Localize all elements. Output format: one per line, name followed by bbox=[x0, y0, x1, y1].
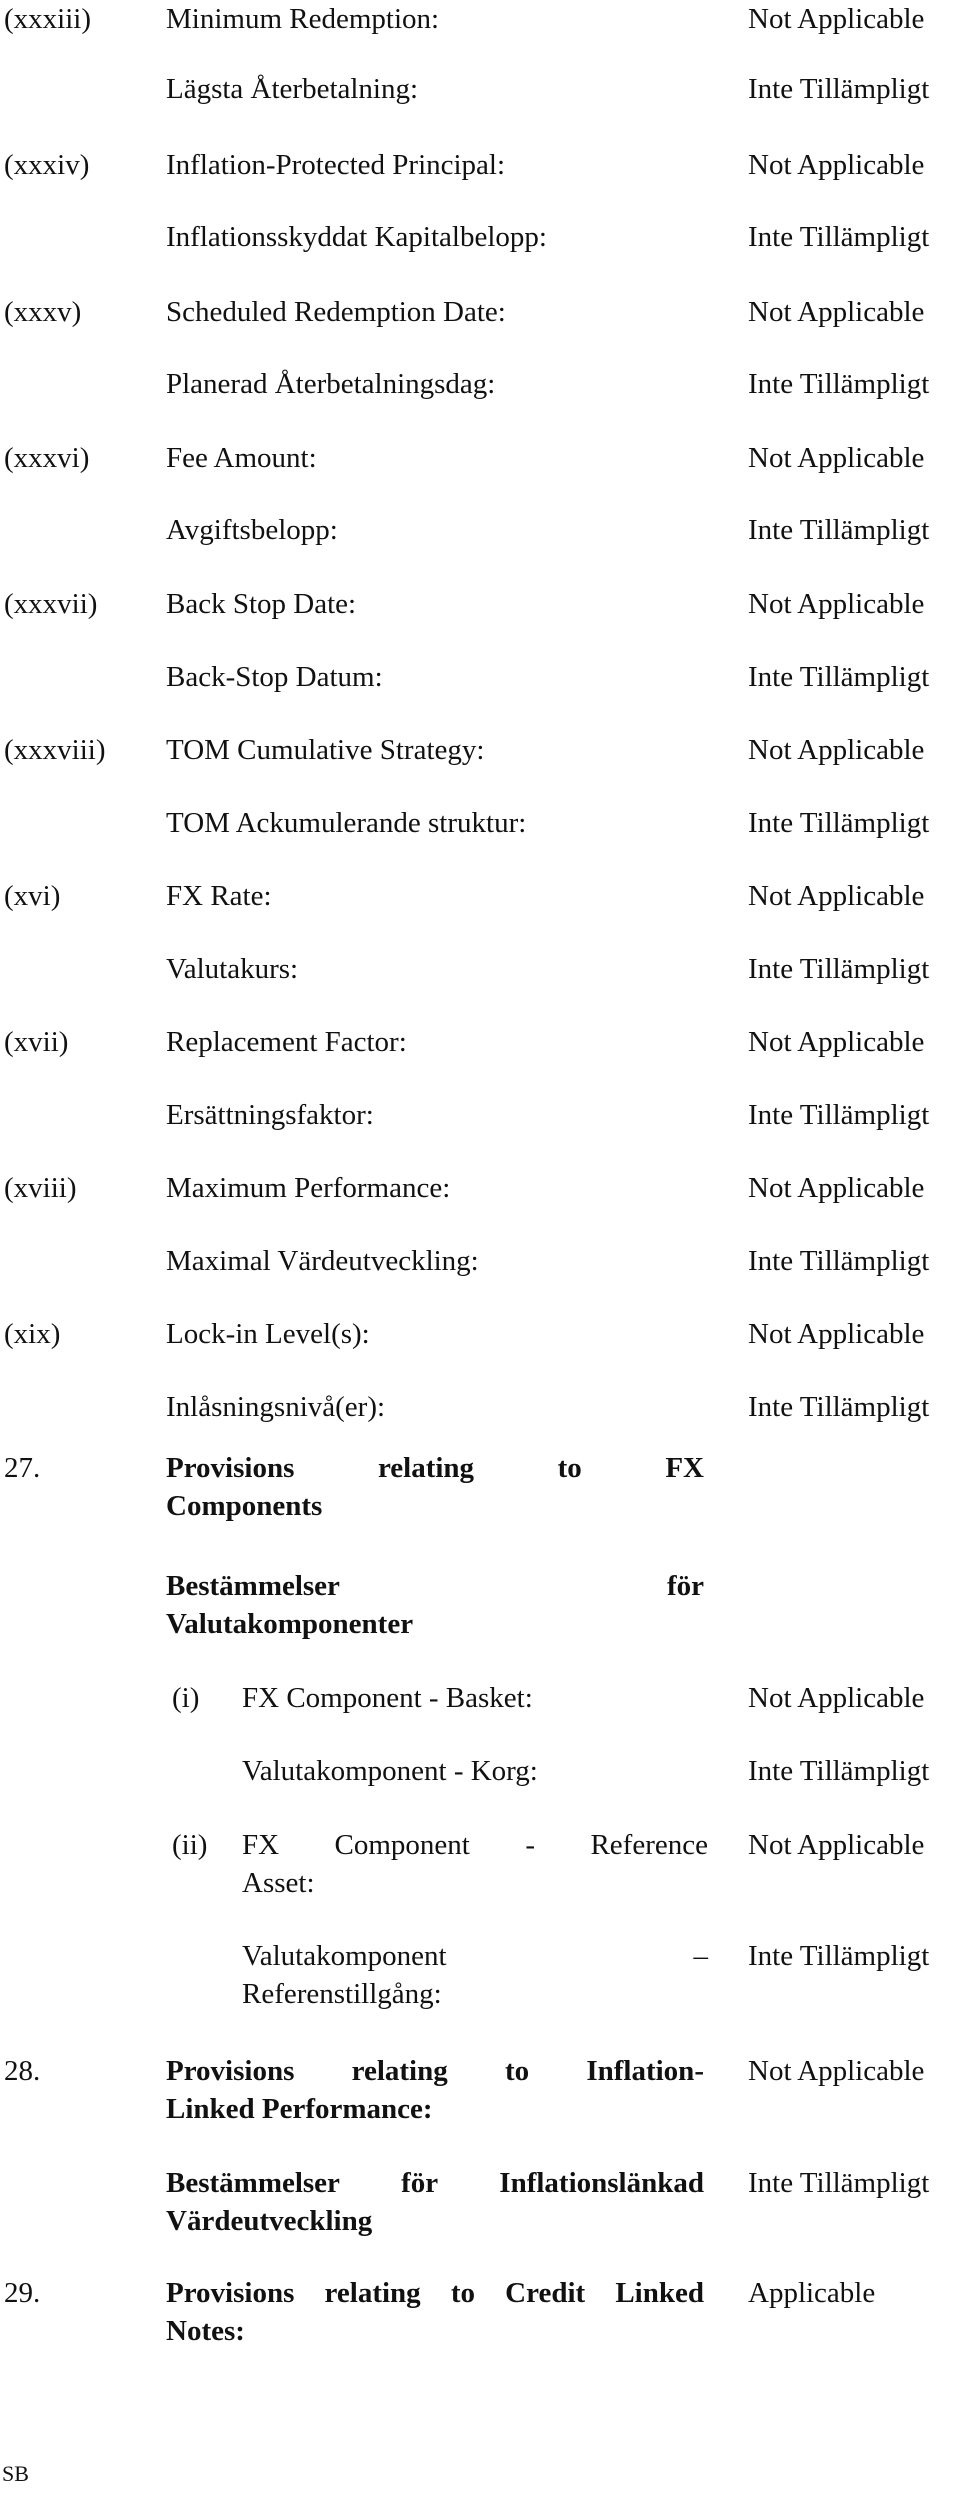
item-label-en: Back Stop Date: bbox=[166, 588, 357, 620]
item-number: (xxxiii) bbox=[4, 3, 91, 35]
item-label-en: Scheduled Redemption Date: bbox=[166, 296, 506, 328]
item-label-en: Fee Amount: bbox=[166, 442, 317, 474]
sub-item-value-en: Not Applicable bbox=[748, 1829, 925, 1861]
sub-item-value-sv: Inte Tillämpligt bbox=[748, 1940, 930, 1972]
item-number: (xvii) bbox=[4, 1026, 69, 1058]
sub-item-number: (i) bbox=[172, 1682, 200, 1714]
item-value-en: Not Applicable bbox=[748, 296, 925, 328]
item-number: (xvi) bbox=[4, 880, 61, 912]
section-title-sv: Bestämmelser för Inflationslänkad Värdeutveckling bbox=[166, 2167, 704, 2237]
item-value-en: Not Applicable bbox=[748, 3, 925, 35]
item-label-sv: Lägsta Återbetalning: bbox=[166, 73, 419, 105]
item-label-en: Lock-in Level(s): bbox=[166, 1318, 370, 1350]
page-footer-initials: SB bbox=[2, 2461, 29, 2486]
item-value-sv: Inte Tillämpligt bbox=[748, 514, 930, 546]
item-value-sv: Inte Tillämpligt bbox=[748, 661, 930, 693]
item-value-sv: Inte Tillämpligt bbox=[748, 953, 930, 985]
item-value-en: Not Applicable bbox=[748, 734, 925, 766]
section-title-en: Provisions relating to Credit Linked Notes: bbox=[166, 2277, 704, 2347]
item-value-en: Not Applicable bbox=[748, 588, 925, 620]
section-number: 27. bbox=[4, 1452, 41, 1484]
section-number: 28. bbox=[4, 2055, 41, 2087]
item-label-sv: TOM Ackumulerande struktur: bbox=[166, 807, 527, 839]
item-number: (xxxvi) bbox=[4, 442, 90, 474]
item-number: (xxxv) bbox=[4, 296, 82, 328]
item-label-en: Replacement Factor: bbox=[166, 1026, 407, 1058]
item-value-en: Not Applicable bbox=[748, 442, 925, 474]
item-value-sv: Inte Tillämpligt bbox=[748, 221, 930, 253]
item-label-sv: Planerad Återbetalningsdag: bbox=[166, 368, 496, 400]
item-number: (xxxviii) bbox=[4, 734, 106, 766]
section-number: 29. bbox=[4, 2277, 41, 2309]
section-title-en: Provisions relating to FX Components bbox=[166, 1452, 704, 1522]
item-value-sv: Inte Tillämpligt bbox=[748, 807, 930, 839]
item-label-en: TOM Cumulative Strategy: bbox=[166, 734, 485, 766]
section-value-sv: Inte Tillämpligt bbox=[748, 2167, 930, 2199]
item-value-en: Not Applicable bbox=[748, 149, 925, 181]
item-value-en: Not Applicable bbox=[748, 1318, 925, 1350]
item-label-en: Inflation-Protected Principal: bbox=[166, 149, 506, 181]
item-label-en: Maximum Performance: bbox=[166, 1172, 451, 1204]
item-value-en: Not Applicable bbox=[748, 1172, 925, 1204]
item-label-sv: Back-Stop Datum: bbox=[166, 661, 383, 693]
item-value-sv: Inte Tillämpligt bbox=[748, 1391, 930, 1423]
item-number: (xviii) bbox=[4, 1172, 77, 1204]
sub-item-label-sv: Valutakomponent - Korg: bbox=[242, 1755, 538, 1787]
sub-item-value-sv: Inte Tillämpligt bbox=[748, 1755, 930, 1787]
section-title-sv: Bestämmelser för Valutakomponenter bbox=[166, 1570, 704, 1640]
sub-item-value-en: Not Applicable bbox=[748, 1682, 925, 1714]
item-label-en: FX Rate: bbox=[166, 880, 272, 912]
item-label-sv: Maximal Värdeutveckling: bbox=[166, 1245, 479, 1277]
sub-item-label-en: FX Component - Basket: bbox=[242, 1682, 533, 1714]
item-label-sv: Avgiftsbelopp: bbox=[166, 514, 338, 546]
item-value-sv: Inte Tillämpligt bbox=[748, 368, 930, 400]
section-value-en: Not Applicable bbox=[748, 2055, 925, 2087]
sub-item-number: (ii) bbox=[172, 1829, 208, 1861]
sub-item-label-sv: Valutakomponent – Referenstillgång: bbox=[242, 1940, 708, 2010]
item-label-en: Minimum Redemption: bbox=[166, 3, 440, 35]
item-value-en: Not Applicable bbox=[748, 1026, 925, 1058]
item-number: (xix) bbox=[4, 1318, 61, 1350]
item-value-sv: Inte Tillämpligt bbox=[748, 1099, 930, 1131]
item-value-en: Not Applicable bbox=[748, 880, 925, 912]
section-value-en: Applicable bbox=[748, 2277, 876, 2309]
item-label-sv: Inflationsskyddat Kapitalbelopp: bbox=[166, 221, 547, 253]
sub-item-label-en: FX Component - Reference Asset: bbox=[242, 1829, 708, 1899]
item-label-sv: Inlåsningsnivå(er): bbox=[166, 1391, 386, 1423]
item-value-sv: Inte Tillämpligt bbox=[748, 1245, 930, 1277]
item-number: (xxxiv) bbox=[4, 149, 90, 181]
item-number: (xxxvii) bbox=[4, 588, 98, 620]
item-value-sv: Inte Tillämpligt bbox=[748, 73, 930, 105]
section-title-en: Provisions relating to Inflation- Linked Performance: bbox=[166, 2055, 704, 2125]
item-label-sv: Valutakurs: bbox=[166, 953, 299, 985]
item-label-sv: Ersättningsfaktor: bbox=[166, 1099, 374, 1131]
